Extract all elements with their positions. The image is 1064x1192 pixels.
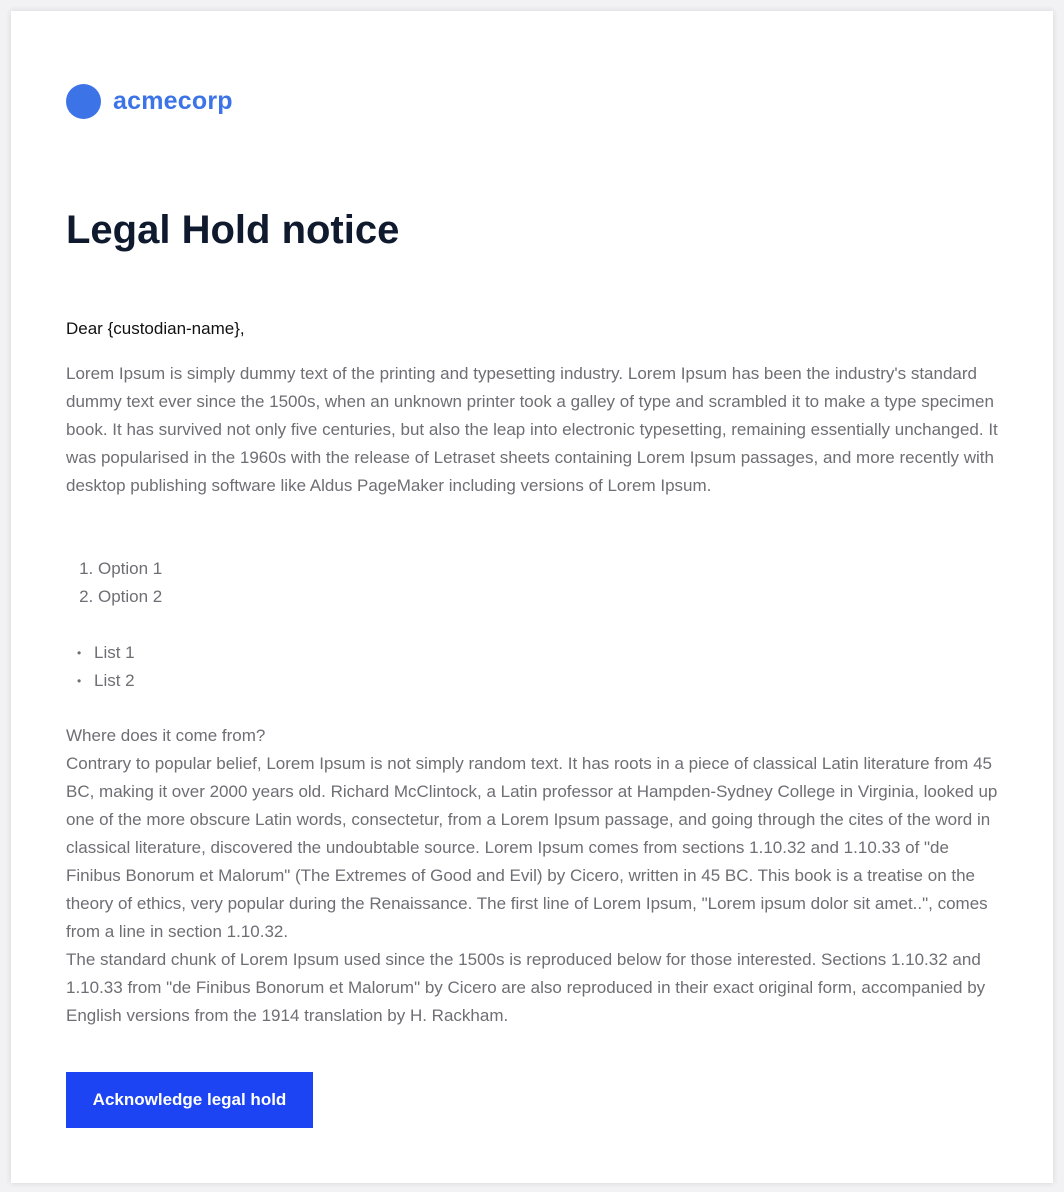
section-paragraph: The standard chunk of Lorem Ipsum used since the 1500s is reproduced below for those interested. Sections 1.10.32 and 1.10.33 from "de Finibus Bonorum et Malorum" by Cicero are also reproduced in their exact original form, accompanied by English versions from the 1914 translation by H. Rackham. [66,950,986,1025]
bullet-icon: • [77,674,82,688]
bullet-list [66,639,135,695]
ordered-list-item: 1. Option 1 [98,555,162,583]
bullet-list-label: List 2 [94,671,135,690]
brand-name: acmecorp [113,86,233,115]
ordered-list-item: 2. Option 2 [98,583,162,611]
bullet-list-label: List 1 [94,643,135,662]
ordered-list [66,555,162,611]
section-paragraph: Contrary to popular belief, Lorem Ipsum is not simply random text. It has roots in a piece of classical Latin literature from 45 BC, making it over 2000 years old. Richard McClintock, a Latin professor at Hampden-Sydney College in Virginia, looked up one of the more obscure Latin words, consectetur, from a Lorem Ipsum passage, and going through the cites of the word in classical literature, discovered the undoubtable source. Lorem Ipsum comes from sections 1.10.32 and 1.10.33 of "de Finibus Bonorum et Malorum" (The Extremes of Good and Evil) by Cicero, written in 45 BC. This book is a treatise on the theory of ethics, very popular during the Renaissance. The first line of Lorem Ipsum, "Lorem ipsum dolor sit amet..", comes from a line in section 1.10.32. [66,754,998,941]
acknowledge-button[interactable]: Acknowledge legal hold [66,1072,313,1128]
notice-card [11,11,1053,1183]
bullet-list-item [66,639,135,667]
intro-paragraph: Lorem Ipsum is simply dummy text of the printing and typesetting industry. Lorem Ipsum has been the industry's standard dummy text ever since the 1500s, when an unknown printer took a galley of type and scrambled it to make a type specimen book. It has survived not only five centuries, but also the leap into electronic typesetting, remaining essentially unchanged. It was popularised in the 1960s with the release of Letraset sheets containing Lorem Ipsum passages, and more recently with desktop publishing software like Aldus PageMaker including versions of Lorem Ipsum. [66,364,998,495]
greeting: Dear {custodian-name}, [66,319,245,338]
details-section [66,722,1006,1030]
section-heading: Where does it come from? [66,726,266,745]
circle-logo-icon [66,84,101,119]
brand-logo [66,83,233,119]
bullet-icon: • [77,646,82,660]
bullet-list-item [66,667,135,695]
page-title: Legal Hold notice [66,208,400,252]
